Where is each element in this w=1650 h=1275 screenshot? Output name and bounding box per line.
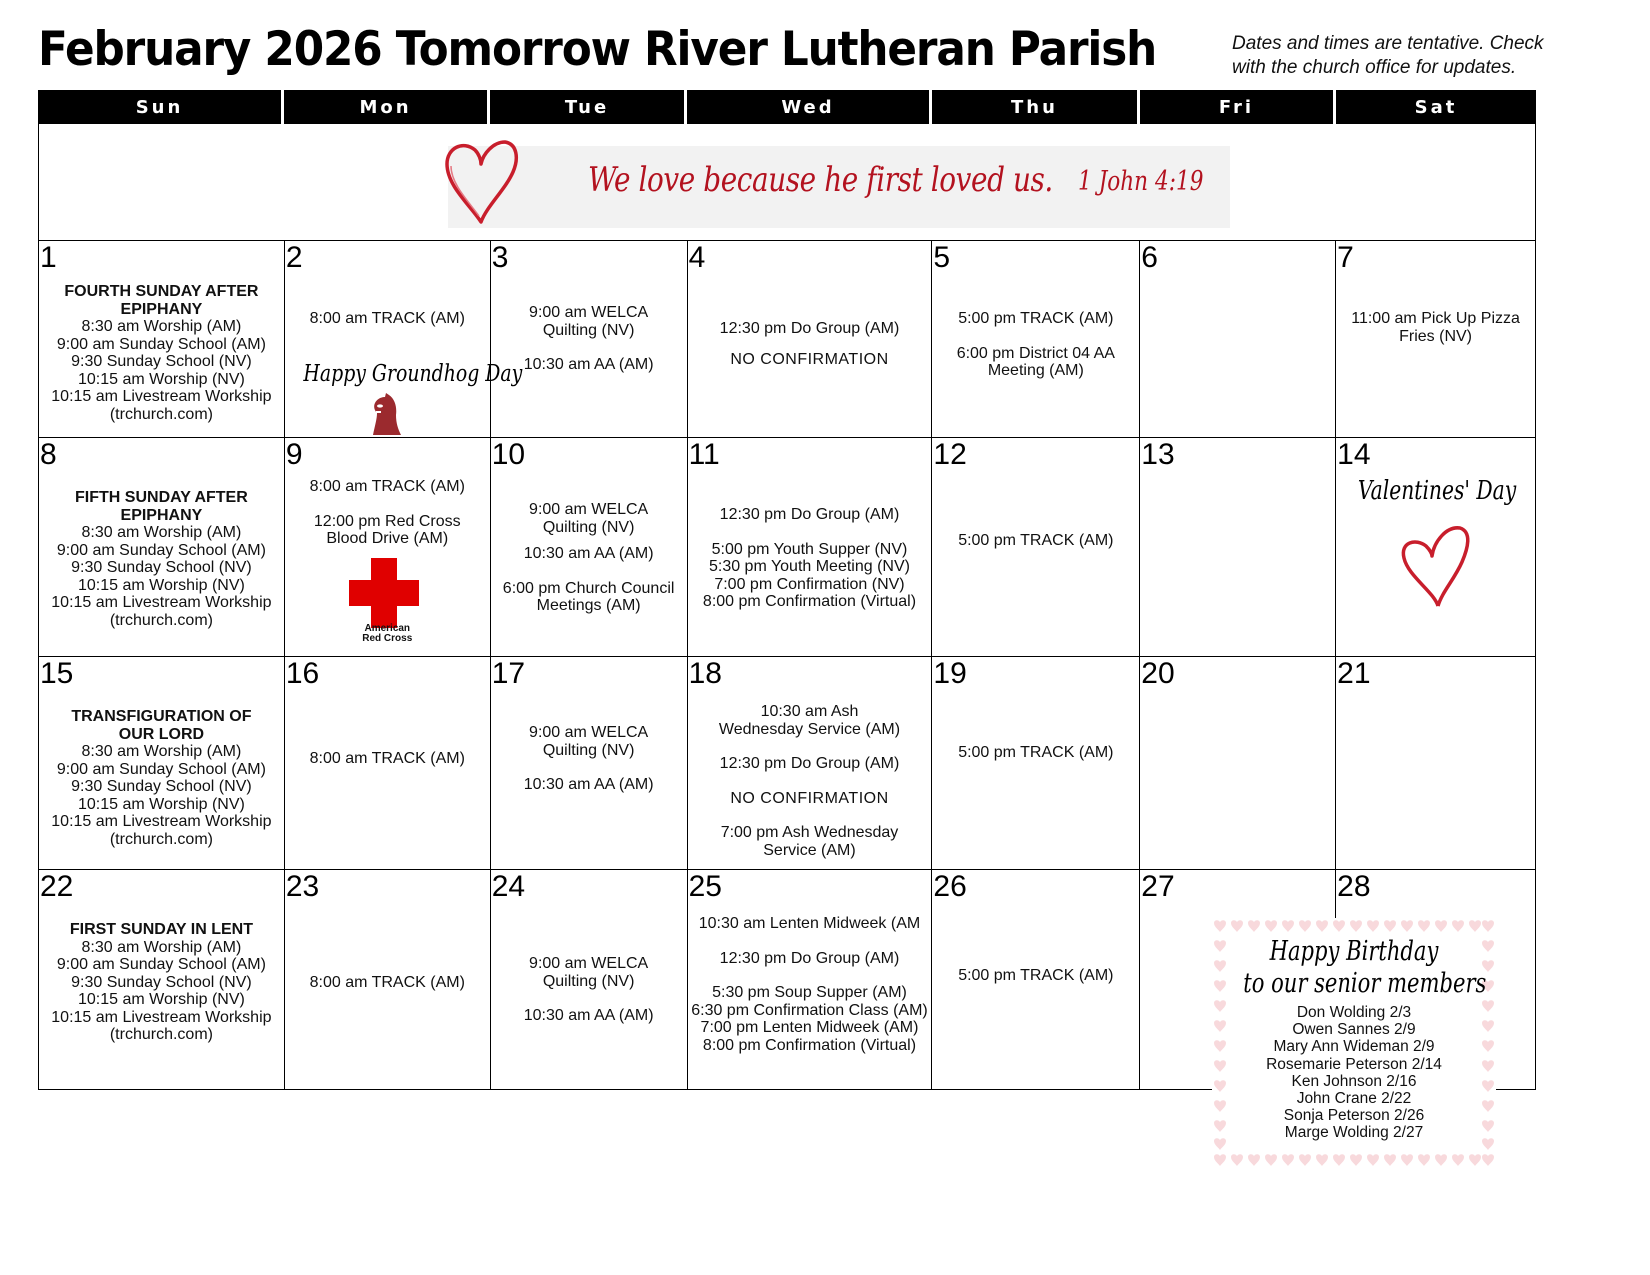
- dow-wed: Wed: [687, 90, 932, 124]
- birthday-title-line-1: Happy Birthday: [1269, 936, 1439, 967]
- day-cell-25[interactable]: [688, 870, 933, 1090]
- event-item: 5:00 pm TRACK (AM): [958, 310, 1114, 327]
- day-number: 13: [1141, 438, 1175, 471]
- event-item: 10:30 am Ash Wednesday Service (AM): [718, 703, 901, 738]
- day-cell-10[interactable]: [491, 438, 688, 657]
- day-number: 15: [40, 657, 74, 690]
- event-item: 10:30 am Lenten Midweek (AM: [698, 915, 921, 932]
- page-title: February 2026 Tomorrow River Lutheran Parish: [38, 22, 1157, 77]
- event-item: 10:15 am Livestream Workship (trchurch.com): [51, 1008, 272, 1043]
- heart-outline-icon: [441, 136, 521, 226]
- day-number: 27: [1141, 870, 1175, 903]
- dow-sat: Sat: [1414, 96, 1458, 118]
- day-number: 26: [933, 870, 967, 903]
- day-cell-17[interactable]: [491, 657, 688, 870]
- event-list: [932, 744, 1139, 762]
- day-number: 18: [688, 657, 722, 690]
- day-cell-2[interactable]: [285, 241, 523, 438]
- event-item: 7:00 pm Ash Wednesday Service (AM): [720, 824, 899, 859]
- day-cell-21[interactable]: [1336, 657, 1536, 870]
- event-list: [285, 310, 490, 328]
- day-cell-26[interactable]: [932, 870, 1140, 1090]
- day-number: 6: [1141, 241, 1158, 274]
- day-cell-15[interactable]: [39, 657, 285, 870]
- event-list: [932, 310, 1139, 380]
- event-item: 5:30 pm Soup Supper (AM): [712, 984, 907, 1001]
- day-number: 22: [40, 870, 74, 903]
- birthday-item: Mary Ann Wideman 2/9: [1273, 1038, 1435, 1056]
- liturgical-day-header: TRANSFIGURATION OF OUR LORD: [71, 708, 252, 743]
- day-cell-16[interactable]: [285, 657, 491, 870]
- day-cell-9[interactable]: [285, 438, 491, 657]
- event-item: 12:30 pm Do Group (AM): [719, 506, 900, 523]
- day-cell-5[interactable]: [932, 241, 1140, 438]
- event-item: 9:30 Sunday School (NV): [71, 973, 252, 991]
- heart-outline-icon: [1398, 520, 1474, 610]
- event-list: [688, 320, 932, 368]
- red-cross-logo-text: American Red Cross: [362, 623, 413, 644]
- dow-tue: Tue: [490, 90, 687, 124]
- birthday-item: Marge Wolding 2/27: [1284, 1124, 1424, 1142]
- day-number: 25: [688, 870, 722, 903]
- event-list: [39, 921, 284, 1044]
- birthday-content: [1212, 936, 1496, 1142]
- event-list: [491, 304, 687, 374]
- event-item: 10:15 am Worship (NV): [77, 795, 245, 813]
- birthday-item: John Crane 2/22: [1296, 1090, 1412, 1108]
- valentines-day-label: Valentines' Day: [1358, 476, 1517, 506]
- verse-box: [448, 146, 1230, 228]
- event-item: 8:00 am TRACK (AM): [309, 478, 465, 495]
- day-number: 3: [491, 241, 509, 274]
- event-item: 8:00 pm Confirmation (Virtual): [702, 593, 917, 610]
- event-item: 8:00 am TRACK (AM): [309, 750, 465, 767]
- disclaimer-note: [1232, 32, 1632, 80]
- day-number: 4: [688, 241, 706, 274]
- day-of-week-header: [38, 90, 1536, 124]
- day-cell-24[interactable]: [491, 870, 688, 1090]
- day-cell-11[interactable]: [688, 438, 933, 657]
- event-list: [688, 703, 932, 859]
- event-item: NO CONFIRMATION: [730, 789, 889, 807]
- event-item: 8:30 am Worship (AM): [81, 743, 242, 760]
- event-item: 9:00 am Sunday School (AM): [56, 335, 266, 353]
- liturgical-day-header: FOURTH SUNDAY AFTER EPIPHANY: [64, 283, 259, 318]
- event-item: 12:00 pm Red Cross Blood Drive (AM): [313, 512, 461, 547]
- event-list: [285, 974, 490, 992]
- event-item: 8:00 am TRACK (AM): [309, 974, 465, 991]
- event-item: 10:15 am Worship (NV): [77, 576, 245, 594]
- event-item: 11:00 am Pick Up Pizza Fries (NV): [1351, 310, 1520, 345]
- day-cell-4[interactable]: [688, 241, 933, 438]
- event-item: 12:30 pm Do Group (AM): [719, 949, 900, 967]
- event-item: 5:00 pm TRACK (AM): [958, 744, 1114, 761]
- dow-mon: Mon: [284, 90, 490, 124]
- event-item: 5:00 pm TRACK (AM): [958, 967, 1114, 984]
- birthday-card: [1212, 918, 1496, 1168]
- day-number: 5: [933, 241, 951, 274]
- event-list: [491, 724, 687, 794]
- event-list: [932, 967, 1139, 985]
- day-cell-14[interactable]: [1336, 438, 1536, 657]
- event-item: 10:30 am AA (AM): [523, 545, 654, 562]
- disclaimer-line-2: with the church office for updates.: [1232, 57, 1517, 78]
- event-item: 10:15 am Livestream Workship (trchurch.com): [51, 594, 272, 629]
- week-row-2: [39, 438, 1536, 657]
- birthday-item: Ken Johnson 2/16: [1291, 1072, 1417, 1090]
- event-item: 8:00 pm Confirmation (Virtual): [702, 1036, 917, 1054]
- event-item: 5:30 pm Youth Meeting (NV): [708, 558, 910, 575]
- day-number: 12: [933, 438, 967, 471]
- liturgical-day-header: FIRST SUNDAY IN LENT: [69, 921, 253, 938]
- event-item: 8:30 am Worship (AM): [81, 938, 242, 956]
- day-cell-23[interactable]: [285, 870, 491, 1090]
- day-cell-1[interactable]: [39, 241, 285, 438]
- dow-fri: Fri: [1140, 90, 1336, 124]
- event-list: [39, 489, 284, 629]
- event-item: 9:30 Sunday School (NV): [71, 559, 252, 576]
- day-cell-7[interactable]: [1336, 241, 1536, 438]
- event-item: 9:00 am Sunday School (AM): [56, 760, 266, 778]
- event-item: 9:00 am WELCA Quilting (NV): [529, 501, 649, 536]
- event-item: 10:15 am Worship (NV): [77, 370, 245, 388]
- event-item: 8:30 am Worship (AM): [81, 318, 242, 335]
- day-cell-8[interactable]: [39, 438, 285, 657]
- event-list: [932, 532, 1139, 550]
- day-number: 9: [285, 438, 303, 471]
- day-cell-18[interactable]: [688, 657, 933, 870]
- birthday-item: Owen Sannes 2/9: [1292, 1021, 1416, 1039]
- event-item: 12:30 pm Do Group (AM): [719, 320, 900, 337]
- day-number: 21: [1337, 657, 1371, 690]
- event-item: 10:15 am Livestream Workship (trchurch.com): [51, 388, 272, 423]
- birthday-item: Rosemarie Peterson 2/14: [1266, 1055, 1442, 1073]
- event-item: NO CONFIRMATION: [730, 350, 889, 368]
- day-cell-20[interactable]: [1140, 657, 1336, 870]
- birthday-item: Sonja Peterson 2/26: [1283, 1107, 1425, 1125]
- dow-sun: Sun: [38, 90, 284, 124]
- event-item: 10:30 am AA (AM): [523, 776, 654, 793]
- event-list: [285, 750, 490, 768]
- event-list: [285, 478, 490, 548]
- day-cell-3[interactable]: [491, 241, 688, 438]
- day-number: 19: [933, 657, 967, 690]
- day-number: 14: [1337, 438, 1371, 471]
- birthday-item: Don Wolding 2/3: [1296, 1004, 1412, 1021]
- event-item: 6:00 pm Church Council Meetings (AM): [502, 579, 675, 614]
- event-item: 9:30 Sunday School (NV): [71, 778, 252, 795]
- event-item: 12:30 pm Do Group (AM): [719, 755, 900, 772]
- day-cell-22[interactable]: [39, 870, 285, 1090]
- birthday-list: [1212, 1004, 1496, 1142]
- day-number: 2: [285, 241, 303, 274]
- day-cell-12[interactable]: [932, 438, 1140, 657]
- week-row-3: [39, 657, 1536, 870]
- event-list: [39, 283, 284, 423]
- event-list: [39, 708, 284, 848]
- event-list: [688, 506, 932, 611]
- day-number: 28: [1337, 870, 1371, 903]
- event-item: 10:15 am Worship (NV): [77, 991, 245, 1008]
- day-cell-19[interactable]: [932, 657, 1140, 870]
- event-item: 10:30 am AA (AM): [523, 1007, 654, 1024]
- event-item: 7:00 pm Confirmation (NV): [714, 575, 905, 593]
- day-number: 16: [285, 657, 320, 690]
- event-item: 8:30 am Worship (AM): [81, 524, 242, 541]
- day-cell-13[interactable]: [1140, 438, 1336, 657]
- event-item: 9:30 Sunday School (NV): [71, 353, 252, 370]
- disclaimer-line-1: Dates and times are tentative. Check: [1232, 33, 1544, 54]
- day-number: 24: [491, 870, 526, 903]
- event-item: 9:00 am WELCA Quilting (NV): [529, 304, 649, 339]
- event-item: 5:00 pm Youth Supper (NV): [711, 540, 908, 558]
- day-number: 7: [1337, 241, 1354, 274]
- event-item: 7:00 pm Lenten Midweek (AM): [700, 1019, 919, 1036]
- event-list: [491, 955, 687, 1025]
- event-item: 8:00 am TRACK (AM): [309, 310, 465, 327]
- event-item: 9:00 am Sunday School (AM): [56, 541, 266, 559]
- event-item: 10:15 am Livestream Workship (trchurch.com): [51, 813, 272, 848]
- day-number: 8: [40, 438, 57, 471]
- event-item: 9:00 am WELCA Quilting (NV): [529, 724, 649, 759]
- event-item: 9:00 am WELCA Quilting (NV): [529, 955, 649, 990]
- liturgical-day-header: FIFTH SUNDAY AFTER EPIPHANY: [75, 489, 248, 524]
- event-list: [491, 501, 687, 615]
- event-item: 5:00 pm TRACK (AM): [958, 532, 1114, 549]
- verse-text: We love because he first loved us.: [588, 160, 1053, 200]
- event-item: 10:30 am AA (AM): [523, 356, 654, 373]
- day-number: 11: [688, 438, 720, 471]
- day-number: 10: [491, 438, 526, 471]
- week-row-1: [39, 241, 1536, 438]
- dow-thu: Thu: [932, 90, 1140, 124]
- event-item: 6:00 pm District 04 AA Meeting (AM): [956, 344, 1115, 379]
- day-number: 23: [285, 870, 320, 903]
- event-list: [1336, 310, 1535, 345]
- day-number: 1: [40, 241, 57, 274]
- verse-banner-row: [38, 124, 1536, 241]
- event-item: 6:30 pm Confirmation Class (AM): [691, 1001, 928, 1019]
- groundhog-day-label: Happy Groundhog Day: [303, 361, 523, 387]
- verse-reference: 1 John 4:19: [1078, 166, 1204, 197]
- event-list: [688, 915, 932, 1054]
- event-item: 9:00 am Sunday School (AM): [56, 956, 266, 973]
- red-cross-logo-icon: [349, 558, 419, 628]
- day-number: 20: [1141, 657, 1175, 690]
- day-number: 17: [491, 657, 526, 690]
- day-cell-6[interactable]: [1140, 241, 1336, 438]
- birthday-title-line-2: to our senior members: [1243, 968, 1487, 999]
- groundhog-icon: [365, 393, 407, 437]
